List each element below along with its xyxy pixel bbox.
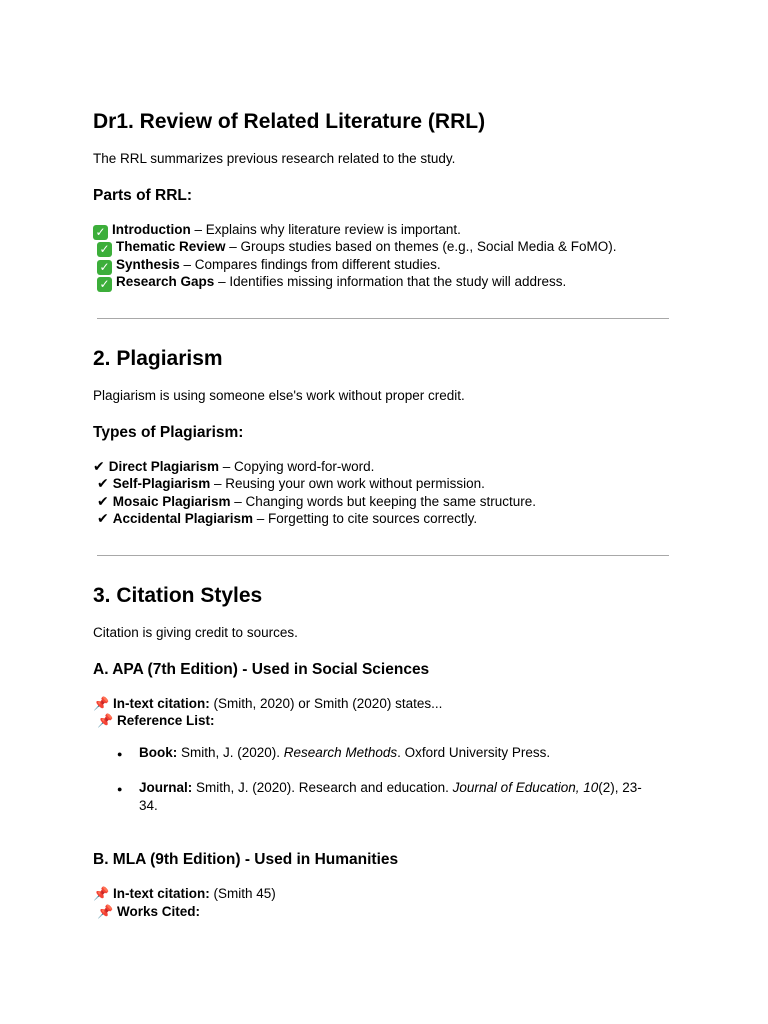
check-box-icon: ✓ — [97, 242, 112, 257]
rrl-part-item: ✓ Thematic Review – Groups studies based on themes (e.g., Social Media & FoMO). — [97, 238, 616, 257]
section-divider — [97, 555, 669, 556]
checkmark-icon: ✔ — [93, 459, 105, 475]
plagiarism-intro: Plagiarism is using someone else's work without proper credit. — [93, 388, 465, 403]
rrl-part-item: ✓ Synthesis – Compares findings from different studies. — [97, 256, 441, 275]
checkmark-icon: ✔ — [97, 476, 109, 492]
plagiarism-type-item: ✔ Accidental Plagiarism – Forgetting to cite sources correctly. — [97, 511, 478, 527]
plagiarism-types-heading: Types of Plagiarism: — [93, 424, 244, 441]
check-box-icon: ✓ — [97, 277, 112, 292]
plagiarism-type-item: ✔ Mosaic Plagiarism – Changing words but keeping the same structure. — [97, 494, 536, 510]
citation-intro: Citation is giving credit to sources. — [93, 625, 298, 640]
mla-heading: B. MLA (9th Edition) - Used in Humanities — [93, 851, 399, 868]
plagiarism-type-item: ✔ Direct Plagiarism – Copying word-for-word. — [93, 459, 375, 475]
apa-intext-line: 📌 In-text citation: (Smith, 2020) or Smith (2020) states... — [93, 696, 443, 712]
citation-title: 3. Citation Styles — [93, 584, 263, 607]
plagiarism-title: 2. Plagiarism — [93, 347, 223, 370]
pushpin-icon: 📌 — [97, 714, 114, 729]
apa-heading: A. APA (7th Edition) - Used in Social Sciences — [93, 661, 430, 678]
check-box-icon: ✓ — [97, 260, 112, 275]
mla-works-cited-line: 📌 Works Cited: — [97, 904, 201, 920]
apa-reference-list-line: 📌 Reference List: — [97, 713, 215, 729]
pushpin-icon: 📌 — [97, 905, 114, 920]
bullet-icon: ● — [117, 784, 123, 794]
checkmark-icon: ✔ — [97, 494, 109, 510]
bullet-icon: ● — [117, 749, 123, 759]
pushpin-icon: 📌 — [93, 887, 110, 902]
rrl-intro: The RRL summarizes previous research related to the study. — [93, 151, 456, 166]
rrl-part-item: ✓ Introduction – Explains why literature review is important. — [93, 221, 461, 240]
rrl-parts-heading: Parts of RRL: — [93, 187, 193, 204]
pushpin-icon: 📌 — [93, 697, 110, 712]
mla-intext-line: 📌 In-text citation: (Smith 45) — [93, 886, 276, 902]
section-divider — [97, 318, 669, 319]
rrl-part-item: ✓ Research Gaps – Identifies missing information that the study will address. — [97, 273, 566, 292]
check-box-icon: ✓ — [93, 225, 108, 240]
checkmark-icon: ✔ — [97, 511, 109, 527]
plagiarism-type-item: ✔ Self-Plagiarism – Reusing your own work without permission. — [97, 476, 485, 492]
rrl-title: Dr1. Review of Related Literature (RRL) — [93, 110, 486, 133]
